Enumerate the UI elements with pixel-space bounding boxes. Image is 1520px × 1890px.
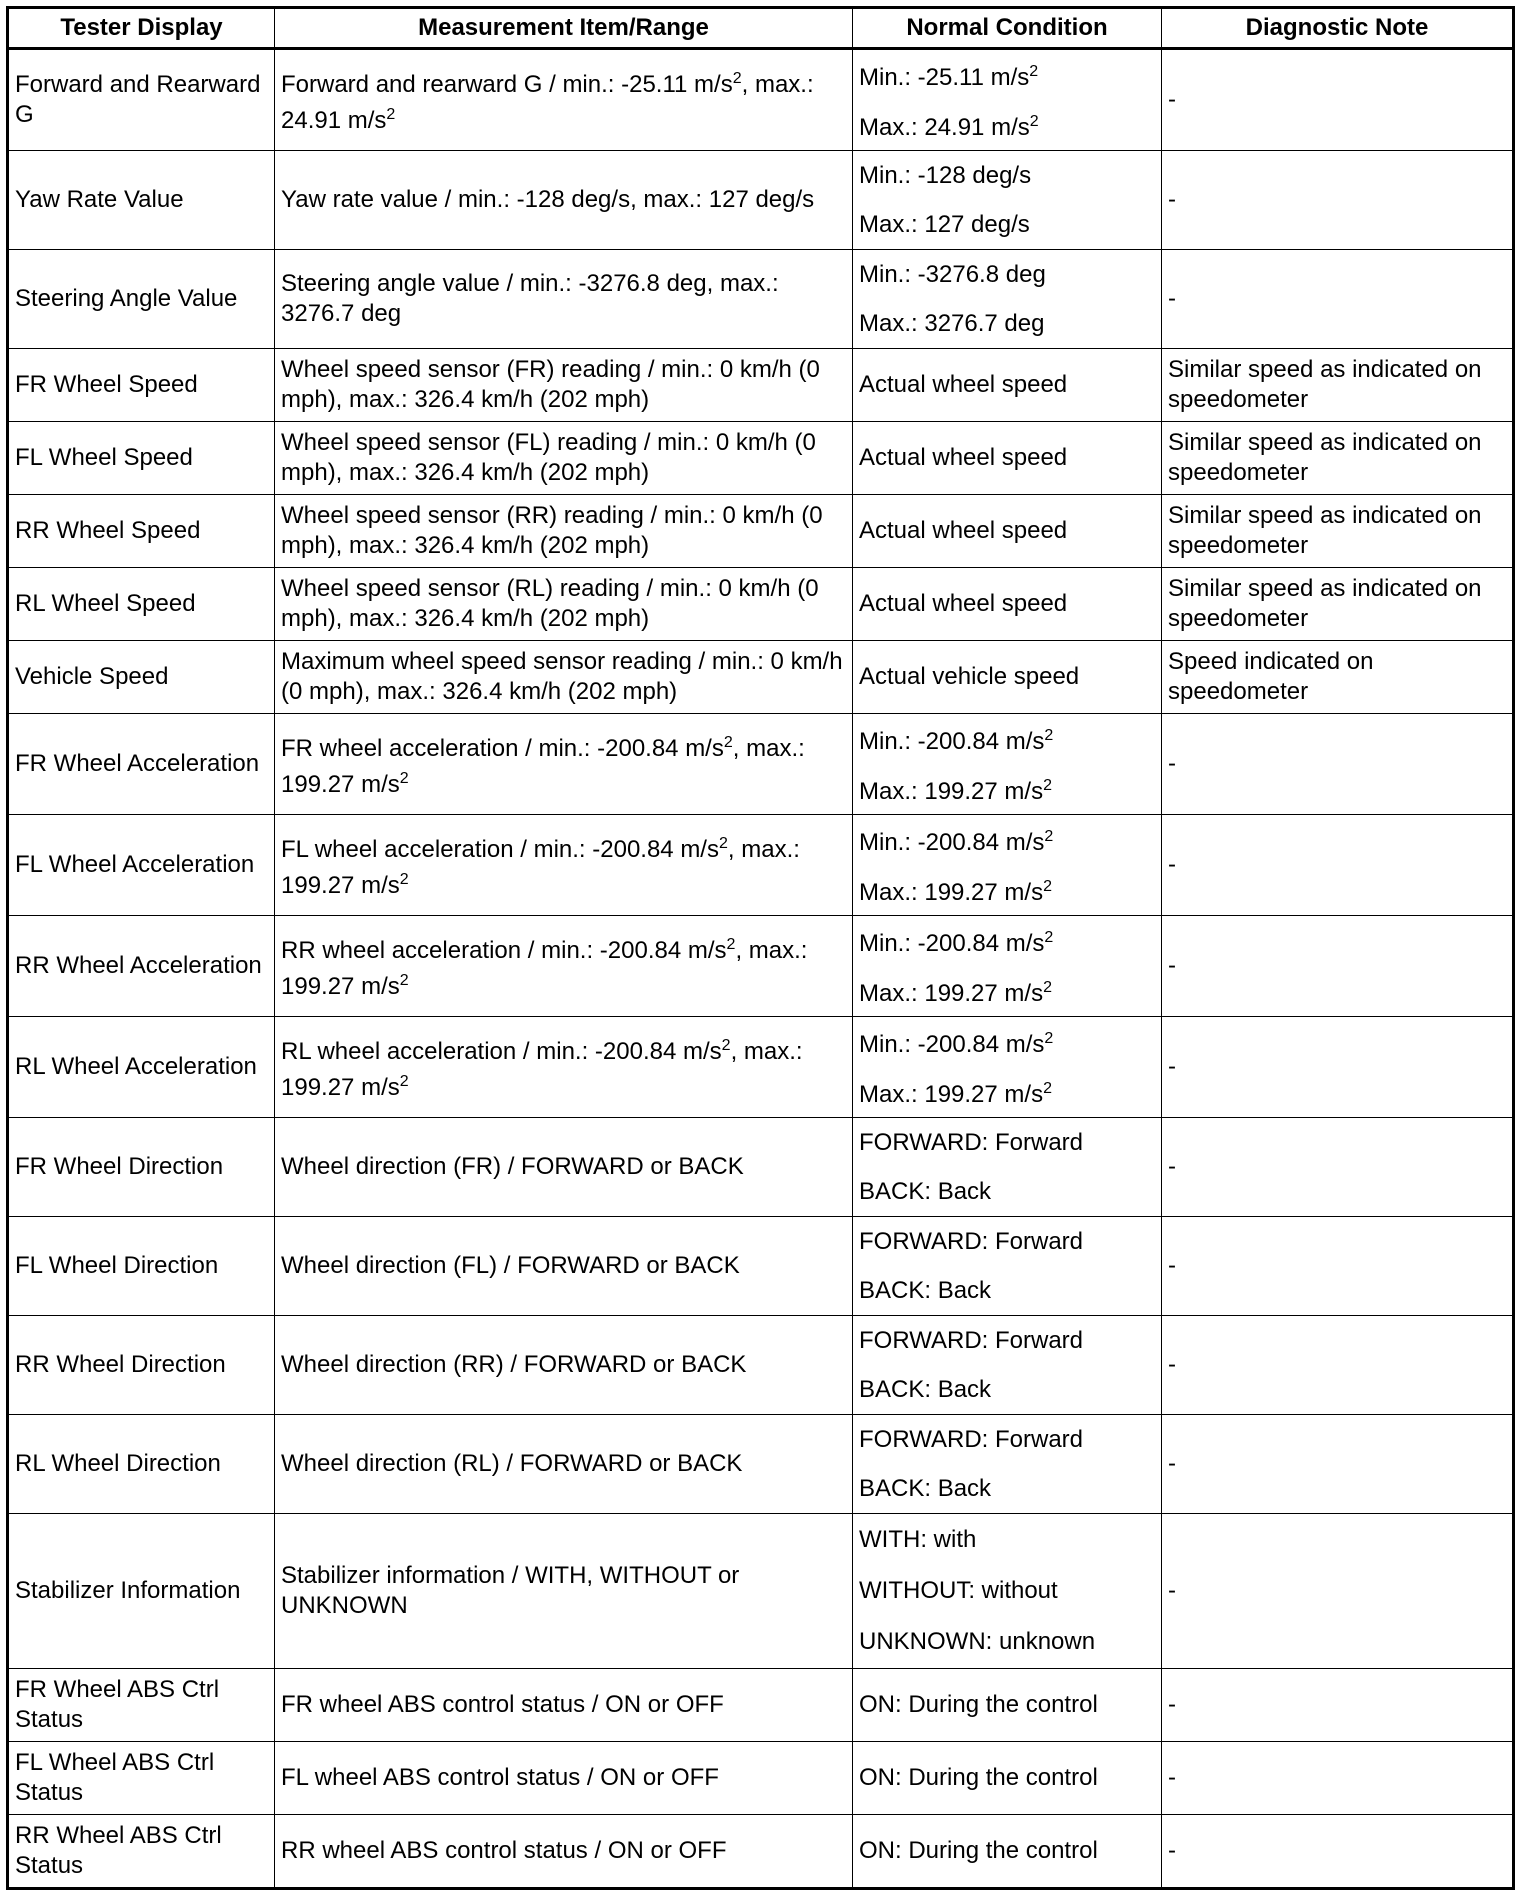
cell-diagnostic-note: - [1162, 1742, 1514, 1815]
table-row [8, 49, 1514, 151]
cell-normal-condition [853, 714, 1162, 815]
normal-condition-line [859, 309, 1155, 339]
superscript-exponent: 2 [386, 106, 396, 123]
superscript-exponent: 2 [1043, 1080, 1052, 1097]
table-row [8, 495, 1514, 568]
table-row [8, 1514, 1514, 1669]
cell-measurement-item [275, 568, 853, 641]
normal-condition-line [859, 370, 1155, 400]
normal-condition-line [859, 1690, 1155, 1720]
normal-condition-line [859, 1836, 1155, 1866]
cell-diagnostic-note: Similar speed as indicated on speedometer [1162, 495, 1514, 568]
cell-normal-condition [853, 1415, 1162, 1514]
cell-measurement-item [275, 1514, 853, 1669]
cell-measurement-item [275, 641, 853, 714]
cell-normal-condition [853, 349, 1162, 422]
cell-normal-condition [853, 568, 1162, 641]
cell-normal-condition [853, 49, 1162, 151]
superscript-exponent: 2 [1043, 878, 1052, 895]
condition-text: Min.: -128 deg/s [859, 161, 1032, 189]
normal-condition-line [859, 1375, 1155, 1405]
measurement-text: Wheel speed sensor (FR) reading / min.: 0 km/h (0 mph), max.: 326.4 km/h (202 mph) [281, 356, 820, 413]
condition-text: Actual wheel speed [859, 444, 1068, 471]
cell-normal-condition [853, 151, 1162, 250]
cell-measurement-item [275, 250, 853, 349]
table-row [8, 916, 1514, 1017]
cell-normal-condition [853, 495, 1162, 568]
cell-diagnostic-note: Speed indicated on speedometer [1162, 641, 1514, 714]
measurement-text: , max.: 199.27 m/s [281, 1038, 803, 1101]
normal-condition-line [859, 1276, 1155, 1306]
normal-condition-line [859, 443, 1155, 473]
superscript-exponent: 2 [399, 871, 409, 888]
cell-tester-display: Stabilizer Information [8, 1514, 275, 1669]
table-row [8, 1118, 1514, 1217]
measurement-text: RR wheel acceleration / min.: -200.84 m/s [281, 937, 727, 964]
cell-normal-condition [853, 641, 1162, 714]
normal-condition-line [859, 662, 1155, 692]
cell-diagnostic-note: - [1162, 1017, 1514, 1118]
normal-condition-line [859, 973, 1155, 1009]
cell-tester-display: RL Wheel Acceleration [8, 1017, 275, 1118]
cell-measurement-item [275, 1017, 853, 1118]
measurement-text: Wheel speed sensor (FL) reading / min.: 0 km/h (0 mph), max.: 326.4 km/h (202 mph) [281, 429, 816, 486]
normal-condition-line [859, 161, 1155, 191]
condition-text: Actual vehicle speed [859, 663, 1080, 690]
table-row [8, 1742, 1514, 1815]
table-row [8, 1017, 1514, 1118]
cell-measurement-item [275, 1118, 853, 1217]
condition-text: FORWARD: Forward [859, 1425, 1084, 1453]
measurement-text: Forward and rearward G / min.: -25.11 m/s [281, 71, 733, 98]
normal-condition-line [859, 210, 1155, 240]
cell-measurement-item [275, 151, 853, 250]
condition-text: Min.: -200.84 m/s [859, 829, 1045, 856]
condition-text: Max.: 24.91 m/s [859, 114, 1030, 141]
measurement-text: FR wheel ABS control status / ON or OFF [281, 1691, 724, 1718]
cell-normal-condition [853, 1017, 1162, 1118]
cell-tester-display: FR Wheel Acceleration [8, 714, 275, 815]
condition-text: BACK: Back [859, 1375, 992, 1403]
cell-diagnostic-note: - [1162, 1217, 1514, 1316]
cell-normal-condition [853, 1514, 1162, 1669]
condition-text: Max.: 127 deg/s [859, 210, 1030, 238]
normal-condition-line [859, 1074, 1155, 1110]
superscript-exponent: 2 [1043, 979, 1052, 996]
table-row [8, 568, 1514, 641]
normal-condition-line [859, 1425, 1155, 1455]
condition-text: BACK: Back [859, 1177, 992, 1205]
measurement-text: Wheel direction (FR) / FORWARD or BACK [281, 1153, 744, 1180]
cell-tester-display: FL Wheel Speed [8, 422, 275, 495]
measurement-text: Stabilizer information / WITH, WITHOUT or UNKNOWN [281, 1562, 740, 1619]
condition-text: FORWARD: Forward [859, 1227, 1084, 1255]
measurement-text: , max.: 199.27 m/s [281, 735, 805, 798]
cell-tester-display: RR Wheel ABS Ctrl Status [8, 1815, 275, 1889]
superscript-exponent: 2 [732, 70, 742, 87]
table-body [8, 49, 1514, 1889]
condition-text: Min.: -3276.8 deg [859, 260, 1046, 288]
measurement-text: Wheel speed sensor (RR) reading / min.: 0 km/h (0 mph), max.: 326.4 km/h (202 mph) [281, 502, 823, 559]
data-list-sheet [6, 6, 1512, 1890]
cell-diagnostic-note: - [1162, 49, 1514, 151]
cell-measurement-item [275, 422, 853, 495]
superscript-exponent: 2 [1043, 777, 1052, 794]
normal-condition-line [859, 1474, 1155, 1504]
cell-tester-display: FL Wheel Direction [8, 1217, 275, 1316]
superscript-exponent: 2 [399, 1073, 409, 1090]
cell-normal-condition [853, 250, 1162, 349]
table-row [8, 1815, 1514, 1889]
cell-normal-condition [853, 422, 1162, 495]
cell-normal-condition [853, 1118, 1162, 1217]
normal-condition-line [859, 1128, 1155, 1158]
normal-condition-line [859, 872, 1155, 908]
cell-diagnostic-note: - [1162, 1415, 1514, 1514]
cell-measurement-item [275, 49, 853, 151]
table-header-row [8, 8, 1514, 49]
condition-text: Actual wheel speed [859, 517, 1068, 544]
cell-normal-condition [853, 815, 1162, 916]
measurement-text: Wheel direction (RR) / FORWARD or BACK [281, 1351, 747, 1378]
measurement-text: RL wheel acceleration / min.: -200.84 m/s [281, 1038, 722, 1065]
superscript-exponent: 2 [723, 734, 733, 751]
measurement-text: FR wheel acceleration / min.: -200.84 m/s [281, 735, 724, 762]
normal-condition-line [859, 1024, 1155, 1060]
measurement-text: Wheel speed sensor (RL) reading / min.: 0 km/h (0 mph), max.: 326.4 km/h (202 mph) [281, 575, 819, 632]
cell-diagnostic-note: Similar speed as indicated on speedometer [1162, 349, 1514, 422]
cell-tester-display: Yaw Rate Value [8, 151, 275, 250]
cell-diagnostic-note: Similar speed as indicated on speedometer [1162, 422, 1514, 495]
superscript-exponent: 2 [1029, 63, 1039, 80]
header-normal-condition: Normal Condition [853, 8, 1162, 49]
normal-condition-line [859, 1227, 1155, 1257]
cell-tester-display: RL Wheel Direction [8, 1415, 275, 1514]
normal-condition-line [859, 57, 1155, 93]
normal-condition-line [859, 516, 1155, 546]
measurement-text: FL wheel acceleration / min.: -200.84 m/s [281, 836, 719, 863]
table-row [8, 641, 1514, 714]
table-row [8, 815, 1514, 916]
condition-text: Max.: 199.27 m/s [859, 1081, 1044, 1108]
superscript-exponent: 2 [1044, 929, 1054, 946]
normal-condition-line [859, 107, 1155, 143]
table-row [8, 1669, 1514, 1742]
data-list-table [6, 6, 1515, 1890]
superscript-exponent: 2 [726, 936, 736, 953]
measurement-text: RR wheel ABS control status / ON or OFF [281, 1837, 727, 1864]
measurement-text: Steering angle value / min.: -3276.8 deg, max.: 3276.7 deg [281, 270, 779, 327]
normal-condition-line [859, 822, 1155, 858]
normal-condition-line [859, 1525, 1155, 1555]
cell-diagnostic-note: Similar speed as indicated on speedometer [1162, 568, 1514, 641]
condition-text: Max.: 199.27 m/s [859, 778, 1044, 805]
condition-text: WITHOUT: without [859, 1576, 1058, 1604]
cell-diagnostic-note: - [1162, 1815, 1514, 1889]
measurement-text: Wheel direction (FL) / FORWARD or BACK [281, 1252, 740, 1279]
cell-tester-display: FR Wheel Direction [8, 1118, 275, 1217]
table-row [8, 714, 1514, 815]
normal-condition-line [859, 1177, 1155, 1207]
cell-measurement-item [275, 349, 853, 422]
cell-normal-condition [853, 1316, 1162, 1415]
condition-text: Min.: -25.11 m/s [859, 64, 1030, 91]
measurement-text: Wheel direction (RL) / FORWARD or BACK [281, 1450, 743, 1477]
cell-diagnostic-note: - [1162, 714, 1514, 815]
cell-measurement-item [275, 1669, 853, 1742]
cell-measurement-item [275, 1217, 853, 1316]
cell-tester-display: Forward and Rearward G [8, 49, 275, 151]
measurement-text: Yaw rate value / min.: -128 deg/s, max.: 127 deg/s [281, 186, 815, 213]
condition-text: Min.: -200.84 m/s [859, 1031, 1045, 1058]
superscript-exponent: 2 [399, 770, 409, 787]
condition-text: Actual wheel speed [859, 590, 1068, 617]
cell-tester-display: RR Wheel Speed [8, 495, 275, 568]
cell-diagnostic-note: - [1162, 151, 1514, 250]
cell-diagnostic-note: - [1162, 1316, 1514, 1415]
superscript-exponent: 2 [1044, 828, 1054, 845]
table-row [8, 349, 1514, 422]
measurement-text: , max.: 199.27 m/s [281, 836, 800, 899]
table-row [8, 1415, 1514, 1514]
normal-condition-line [859, 721, 1155, 757]
table-row [8, 422, 1514, 495]
measurement-text: Maximum wheel speed sensor reading / min.: 0 km/h (0 mph), max.: 326.4 km/h (202 mph) [281, 648, 843, 705]
condition-text: ON: During the control [859, 1691, 1098, 1718]
cell-measurement-item [275, 1316, 853, 1415]
normal-condition-line [859, 1763, 1155, 1793]
cell-diagnostic-note: - [1162, 916, 1514, 1017]
cell-measurement-item [275, 815, 853, 916]
cell-normal-condition [853, 1742, 1162, 1815]
measurement-text: , max.: 24.91 m/s [281, 71, 814, 134]
cell-diagnostic-note: - [1162, 250, 1514, 349]
condition-text: Actual wheel speed [859, 371, 1068, 398]
cell-normal-condition [853, 916, 1162, 1017]
condition-text: ON: During the control [859, 1764, 1098, 1791]
table-row [8, 250, 1514, 349]
header-measurement-item: Measurement Item/Range [275, 8, 853, 49]
condition-text: UNKNOWN: unknown [859, 1628, 1096, 1656]
cell-normal-condition [853, 1217, 1162, 1316]
normal-condition-line [859, 1326, 1155, 1356]
superscript-exponent: 2 [1029, 113, 1039, 130]
normal-condition-line [859, 1576, 1155, 1606]
cell-normal-condition [853, 1815, 1162, 1889]
condition-text: ON: During the control [859, 1837, 1098, 1864]
measurement-text: , max.: 199.27 m/s [281, 937, 808, 1000]
superscript-exponent: 2 [721, 1037, 731, 1054]
normal-condition-line [859, 771, 1155, 807]
condition-text: Max.: 199.27 m/s [859, 879, 1044, 906]
header-diagnostic-note: Diagnostic Note [1162, 8, 1514, 49]
condition-text: BACK: Back [859, 1276, 992, 1304]
condition-text: Min.: -200.84 m/s [859, 930, 1045, 957]
condition-text: Max.: 199.27 m/s [859, 980, 1044, 1007]
normal-condition-line [859, 260, 1155, 290]
superscript-exponent: 2 [399, 972, 409, 989]
cell-measurement-item [275, 916, 853, 1017]
cell-diagnostic-note: - [1162, 1669, 1514, 1742]
cell-measurement-item [275, 1815, 853, 1889]
table-row [8, 1217, 1514, 1316]
cell-diagnostic-note: - [1162, 1118, 1514, 1217]
cell-measurement-item [275, 495, 853, 568]
header-tester-display: Tester Display [8, 8, 275, 49]
condition-text: WITH: with [859, 1525, 977, 1553]
cell-diagnostic-note: - [1162, 1514, 1514, 1669]
superscript-exponent: 2 [1044, 727, 1054, 744]
cell-tester-display: FL Wheel ABS Ctrl Status [8, 1742, 275, 1815]
cell-tester-display: FL Wheel Acceleration [8, 815, 275, 916]
condition-text: FORWARD: Forward [859, 1128, 1084, 1156]
cell-tester-display: FR Wheel ABS Ctrl Status [8, 1669, 275, 1742]
cell-normal-condition [853, 1669, 1162, 1742]
cell-tester-display: RL Wheel Speed [8, 568, 275, 641]
measurement-text: FL wheel ABS control status / ON or OFF [281, 1764, 719, 1791]
cell-tester-display: RR Wheel Direction [8, 1316, 275, 1415]
normal-condition-line [859, 923, 1155, 959]
condition-text: FORWARD: Forward [859, 1326, 1084, 1354]
cell-diagnostic-note: - [1162, 815, 1514, 916]
table-row [8, 1316, 1514, 1415]
condition-text: Max.: 3276.7 deg [859, 309, 1045, 337]
cell-measurement-item [275, 1742, 853, 1815]
condition-text: BACK: Back [859, 1474, 992, 1502]
cell-tester-display: Vehicle Speed [8, 641, 275, 714]
cell-tester-display: FR Wheel Speed [8, 349, 275, 422]
superscript-exponent: 2 [1044, 1030, 1054, 1047]
cell-measurement-item [275, 1415, 853, 1514]
table-row [8, 151, 1514, 250]
cell-measurement-item [275, 714, 853, 815]
cell-tester-display: RR Wheel Acceleration [8, 916, 275, 1017]
condition-text: Min.: -200.84 m/s [859, 728, 1045, 755]
cell-tester-display: Steering Angle Value [8, 250, 275, 349]
normal-condition-line [859, 1627, 1155, 1657]
normal-condition-line [859, 589, 1155, 619]
superscript-exponent: 2 [718, 835, 728, 852]
